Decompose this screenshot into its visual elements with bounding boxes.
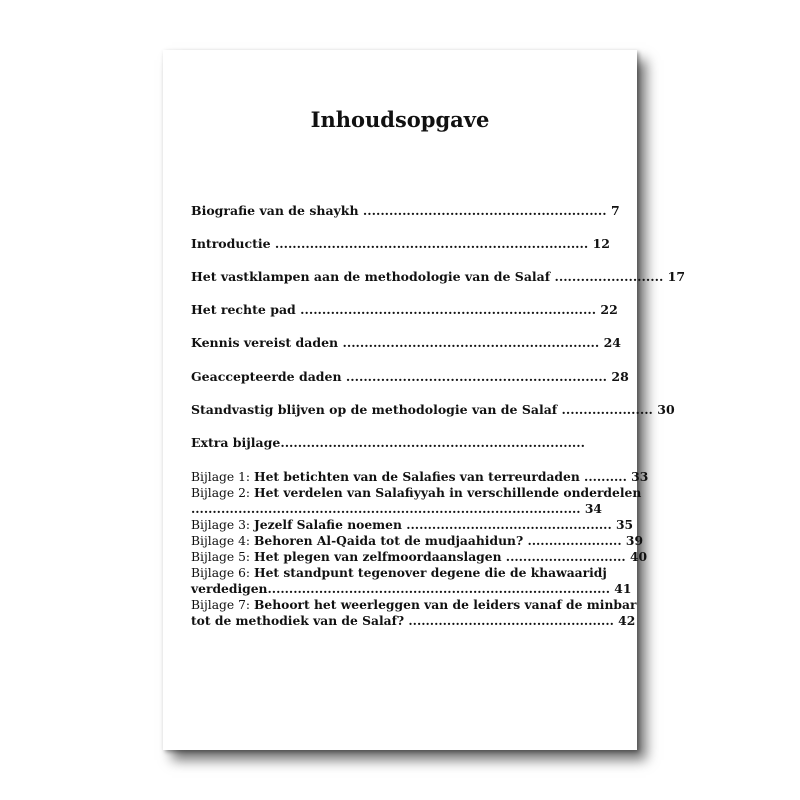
toc-entry: Het rechte pad .................................................................... 22 — [191, 302, 618, 317]
toc-entry: Extra bijlage...................................................................... — [191, 435, 585, 450]
appendix-text: verdedigen................................................................................ 41 — [191, 581, 632, 596]
appendix-line — [191, 597, 637, 613]
toc-entry: Standvastig blijven op de methodologie van de Salaf ..................... 30 — [191, 402, 675, 417]
appendix-prefix: Bijlage 5: — [191, 550, 254, 564]
appendix-line — [191, 517, 634, 533]
toc-entry: Geaccepteerde daden ............................................................ 28 — [191, 369, 629, 384]
appendix-line — [191, 581, 632, 597]
toc-entry: Het vastklampen aan de methodologie van de Salaf ......................... 17 — [191, 269, 686, 284]
appendix-prefix: Bijlage 3: — [191, 518, 254, 532]
appendix-line — [191, 565, 607, 581]
appendix-line — [191, 613, 636, 629]
appendix-line — [191, 469, 649, 485]
appendix-text: Het standpunt tegenover degene die de khawaaridj — [253, 565, 607, 580]
appendix-text: Het verdelen van Salafiyyah in verschillende onderdelen — [253, 485, 642, 500]
appendix-text: tot de methodiek van de Salaf? ................................................ 42 — [191, 613, 636, 628]
appendix-line — [191, 549, 648, 565]
appendix-line — [191, 501, 602, 517]
appendix-prefix: Bijlage 7: — [191, 598, 254, 612]
toc-entry: Introductie ........................................................................ 12 — [191, 236, 610, 251]
appendix-prefix: Bijlage 6: — [191, 566, 254, 580]
book-page — [163, 50, 686, 750]
appendix-prefix: Bijlage 4: — [191, 534, 254, 548]
toc-entry: Biografie van de shaykh ........................................................ 7 — [191, 203, 620, 218]
page-title: Inhoudsopgave — [310, 107, 490, 132]
appendix-text: Behoort het weerleggen van de leiders vanaf de minbar — [253, 597, 637, 612]
appendix-text: Jezelf Salafie noemen ................................................ 35 — [253, 517, 634, 532]
appendix-text: ........................................................................................... 34 — [191, 501, 602, 516]
appendix-prefix: Bijlage 2: — [191, 486, 254, 500]
appendix-text: Het plegen van zelfmoordaanslagen ............................ 40 — [253, 549, 648, 564]
appendix-text: Behoren Al-Qaida tot de mudjaahidun? ...................... 39 — [253, 533, 644, 548]
appendix-line — [191, 533, 644, 549]
appendix-prefix: Bijlage 1: — [191, 470, 254, 484]
appendix-line — [191, 485, 642, 501]
toc-entry: Kennis vereist daden ........................................................... 24 — [191, 335, 621, 350]
appendix-text: Het betichten van de Salafies van terreurdaden .......... 33 — [253, 469, 649, 484]
